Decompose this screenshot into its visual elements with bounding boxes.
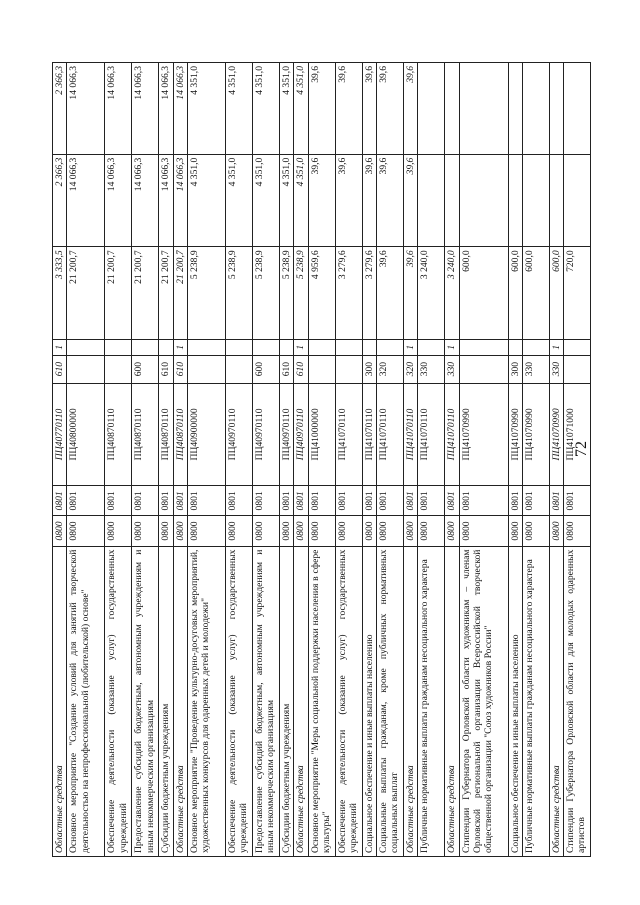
cell-expense-type	[459, 355, 508, 383]
cell-subsection: 0801	[362, 486, 376, 516]
cell-amount-year-2: 39,6	[376, 154, 403, 247]
cell-target-article: ПЦ41070110	[445, 383, 459, 486]
cell-amount-year-1: 4 959,6	[308, 247, 335, 340]
cell-amount-year-1: 21 200,7	[173, 247, 187, 340]
cell-name: Публичные нормативные выплаты гражданам несоциального характера	[522, 546, 549, 856]
cell-target-article: ПЦ40870110	[132, 383, 159, 486]
cell-target-article: ПЦ40870110	[105, 383, 132, 486]
cell-section: 0800	[508, 516, 522, 546]
cell-amount-year-1: 3 240,0	[418, 247, 445, 340]
cell-subsection: 0801	[173, 486, 187, 516]
cell-funding-source	[225, 340, 252, 356]
rotated-table-container	[52, 62, 588, 857]
cell-funding-source: 1	[403, 340, 417, 356]
cell-subsection: 0801	[522, 486, 549, 516]
cell-amount-year-3: 14 066,3	[173, 63, 187, 155]
cell-target-article: ПЦ41070110	[403, 383, 417, 486]
cell-target-article: ПЦ40800000	[67, 383, 105, 486]
cell-name: Социальное обеспечение и иные выплаты населению	[362, 546, 376, 856]
cell-subsection: 0801	[418, 486, 445, 516]
cell-expense-type: 610	[294, 355, 308, 383]
cell-amount-year-1: 39,6	[403, 247, 417, 340]
cell-expense-type: 330	[418, 355, 445, 383]
cell-section: 0800	[279, 516, 293, 546]
cell-funding-source	[508, 340, 522, 356]
cell-expense-type	[564, 355, 591, 383]
cell-name: Основное мероприятие "Создание условий для занятий творческой деятельностью на непрофессиональной (любительской) основе"	[67, 546, 105, 856]
cell-expense-type	[225, 355, 252, 383]
cell-section: 0800	[459, 516, 508, 546]
table-body	[53, 63, 591, 857]
cell-name: Областные средства	[549, 546, 563, 856]
cell-section: 0800	[445, 516, 459, 546]
cell-amount-year-3: 39,6	[403, 63, 417, 155]
table-row	[187, 63, 225, 857]
cell-amount-year-3: 39,6	[376, 63, 403, 155]
cell-target-article: ПЦ40970110	[225, 383, 252, 486]
table-row	[225, 63, 252, 857]
cell-name: Стипендии Губернатора Орловской области художникам – членам Орловской региональной организации Всероссийской творческой общественной организации "Союз художников России"	[459, 546, 508, 856]
cell-funding-source	[279, 340, 293, 356]
cell-amount-year-2	[445, 154, 459, 247]
cell-amount-year-1: 720,0	[564, 247, 591, 340]
cell-target-article: ПЦ41070990	[549, 383, 563, 486]
cell-funding-source	[362, 340, 376, 356]
cell-funding-source	[564, 340, 591, 356]
cell-funding-source	[522, 340, 549, 356]
cell-section: 0800	[403, 516, 417, 546]
cell-subsection: 0801	[564, 486, 591, 516]
cell-amount-year-1: 5 238,9	[294, 247, 308, 340]
cell-subsection: 0801	[225, 486, 252, 516]
cell-amount-year-1: 21 200,7	[105, 247, 132, 340]
cell-amount-year-1: 5 238,9	[252, 247, 279, 340]
table-row	[522, 63, 549, 857]
cell-section: 0800	[252, 516, 279, 546]
cell-name: Областные средства	[403, 546, 417, 856]
cell-funding-source: 1	[549, 340, 563, 356]
cell-name: Социальное обеспечение и иные выплаты населению	[508, 546, 522, 856]
table-row	[445, 63, 459, 857]
cell-name: Социальные выплаты гражданам, кроме публичных нормативных социальных выплат	[376, 546, 403, 856]
cell-funding-source: 1	[173, 340, 187, 356]
cell-amount-year-1: 3 279,6	[335, 247, 362, 340]
cell-section: 0800	[53, 516, 67, 546]
cell-amount-year-3: 14 066,3	[132, 63, 159, 155]
cell-amount-year-1: 600,0	[508, 247, 522, 340]
table-row	[132, 63, 159, 857]
cell-name: Областные средства	[53, 546, 67, 856]
cell-amount-year-2	[522, 154, 549, 247]
table-row	[105, 63, 132, 857]
cell-subsection: 0801	[105, 486, 132, 516]
cell-amount-year-1: 3 240,0	[445, 247, 459, 340]
cell-subsection: 0801	[445, 486, 459, 516]
cell-amount-year-3: 14 066,3	[105, 63, 132, 155]
cell-expense-type: 610	[159, 355, 173, 383]
cell-amount-year-3: 14 066,3	[67, 63, 105, 155]
cell-subsection: 0801	[187, 486, 225, 516]
cell-subsection: 0801	[335, 486, 362, 516]
cell-target-article: ПЦ41071000	[564, 383, 591, 486]
cell-subsection: 0801	[549, 486, 563, 516]
cell-subsection: 0801	[279, 486, 293, 516]
cell-section: 0800	[187, 516, 225, 546]
table-row	[549, 63, 563, 857]
cell-amount-year-2: 39,6	[308, 154, 335, 247]
cell-section: 0800	[362, 516, 376, 546]
cell-funding-source	[252, 340, 279, 356]
cell-amount-year-1: 600,0	[549, 247, 563, 340]
cell-name: Предоставление субсидий бюджетным, автономным учреждениям и иным некоммерческим организациям	[132, 546, 159, 856]
cell-subsection: 0801	[67, 486, 105, 516]
cell-amount-year-1: 3 279,6	[362, 247, 376, 340]
cell-section: 0800	[335, 516, 362, 546]
cell-section: 0800	[294, 516, 308, 546]
cell-amount-year-3	[522, 63, 549, 155]
cell-subsection: 0801	[159, 486, 173, 516]
cell-amount-year-1: 5 238,9	[279, 247, 293, 340]
cell-amount-year-2: 14 066,3	[132, 154, 159, 247]
cell-amount-year-3: 39,6	[308, 63, 335, 155]
cell-section: 0800	[522, 516, 549, 546]
cell-amount-year-3	[508, 63, 522, 155]
cell-section: 0800	[105, 516, 132, 546]
cell-subsection: 0801	[508, 486, 522, 516]
cell-expense-type: 600	[252, 355, 279, 383]
cell-name: Субсидии бюджетным учреждениям	[279, 546, 293, 856]
cell-amount-year-3: 2 366,3	[53, 63, 67, 155]
cell-section: 0800	[67, 516, 105, 546]
cell-expense-type: 610	[53, 355, 67, 383]
cell-amount-year-3: 39,6	[362, 63, 376, 155]
cell-amount-year-1: 39,6	[376, 247, 403, 340]
cell-amount-year-2	[418, 154, 445, 247]
cell-amount-year-1: 21 200,7	[159, 247, 173, 340]
cell-amount-year-1: 21 200,7	[67, 247, 105, 340]
table-row	[252, 63, 279, 857]
cell-funding-source	[105, 340, 132, 356]
cell-funding-source: 1	[294, 340, 308, 356]
cell-funding-source	[67, 340, 105, 356]
table-row	[508, 63, 522, 857]
cell-name: Обеспечение деятельности (оказание услуг) государственных учреждений	[335, 546, 362, 856]
table-row	[294, 63, 308, 857]
cell-subsection: 0801	[376, 486, 403, 516]
cell-section: 0800	[564, 516, 591, 546]
cell-target-article: ПЦ41070990	[508, 383, 522, 486]
budget-table	[52, 62, 591, 857]
table-row	[67, 63, 105, 857]
cell-amount-year-2: 14 066,3	[159, 154, 173, 247]
cell-amount-year-1: 21 200,7	[132, 247, 159, 340]
cell-target-article: ПЦ40870110	[159, 383, 173, 486]
cell-expense-type	[335, 355, 362, 383]
cell-amount-year-2: 14 066,3	[173, 154, 187, 247]
cell-amount-year-2: 4 351,0	[225, 154, 252, 247]
cell-name: Областные средства	[294, 546, 308, 856]
cell-amount-year-2	[549, 154, 563, 247]
cell-target-article: ПЦ40870110	[173, 383, 187, 486]
cell-name: Областные средства	[173, 546, 187, 856]
table-row	[403, 63, 417, 857]
cell-expense-type	[105, 355, 132, 383]
cell-funding-source	[132, 340, 159, 356]
cell-subsection: 0801	[459, 486, 508, 516]
cell-amount-year-2	[508, 154, 522, 247]
cell-amount-year-3: 4 351,0	[279, 63, 293, 155]
cell-section: 0800	[225, 516, 252, 546]
cell-amount-year-2	[564, 154, 591, 247]
cell-expense-type: 300	[508, 355, 522, 383]
cell-target-article: ПЦ40900000	[187, 383, 225, 486]
cell-amount-year-1: 3 333,5	[53, 247, 67, 340]
cell-name: Предоставление субсидий бюджетным, автономным учреждениям и иным некоммерческим организациям	[252, 546, 279, 856]
cell-funding-source	[376, 340, 403, 356]
cell-amount-year-3	[459, 63, 508, 155]
table-row	[53, 63, 67, 857]
cell-section: 0800	[132, 516, 159, 546]
table-row	[376, 63, 403, 857]
cell-amount-year-3	[564, 63, 591, 155]
cell-funding-source	[187, 340, 225, 356]
cell-expense-type: 600	[132, 355, 159, 383]
cell-subsection: 0801	[308, 486, 335, 516]
cell-name: Обеспечение деятельности (оказание услуг) государственных учреждений	[225, 546, 252, 856]
table-row	[564, 63, 591, 857]
cell-amount-year-2: 14 066,3	[67, 154, 105, 247]
table-row	[335, 63, 362, 857]
cell-expense-type: 330	[549, 355, 563, 383]
cell-amount-year-3: 4 351,0	[252, 63, 279, 155]
cell-funding-source: 1	[445, 340, 459, 356]
cell-amount-year-1: 600,0	[459, 247, 508, 340]
cell-amount-year-2: 4 351,0	[294, 154, 308, 247]
cell-expense-type: 320	[376, 355, 403, 383]
cell-name: Областные средства	[445, 546, 459, 856]
cell-target-article: ПЦ40970110	[252, 383, 279, 486]
cell-amount-year-3	[418, 63, 445, 155]
cell-section: 0800	[173, 516, 187, 546]
table-row	[459, 63, 508, 857]
table-row	[308, 63, 335, 857]
cell-subsection: 0801	[294, 486, 308, 516]
cell-target-article: ПЦ41070990	[522, 383, 549, 486]
cell-amount-year-2: 4 351,0	[187, 154, 225, 247]
cell-name: Публичные нормативные выплаты гражданам несоциального характера	[418, 546, 445, 856]
cell-subsection: 0801	[132, 486, 159, 516]
cell-amount-year-3: 4 351,0	[225, 63, 252, 155]
cell-section: 0800	[308, 516, 335, 546]
cell-expense-type	[67, 355, 105, 383]
cell-name: Обеспечение деятельности (оказание услуг) государственных учреждений	[105, 546, 132, 856]
cell-expense-type	[187, 355, 225, 383]
cell-amount-year-2: 14 066,3	[105, 154, 132, 247]
cell-funding-source	[418, 340, 445, 356]
cell-expense-type: 300	[362, 355, 376, 383]
cell-subsection: 0801	[53, 486, 67, 516]
cell-subsection: 0801	[252, 486, 279, 516]
cell-amount-year-1: 600,0	[522, 247, 549, 340]
cell-target-article: ПЦ40970110	[279, 383, 293, 486]
cell-expense-type: 610	[279, 355, 293, 383]
cell-target-article: ПЦ41070990	[459, 383, 508, 486]
cell-target-article: ПЦ41070110	[335, 383, 362, 486]
cell-amount-year-1: 5 238,9	[187, 247, 225, 340]
cell-funding-source: 1	[53, 340, 67, 356]
cell-amount-year-2	[459, 154, 508, 247]
cell-amount-year-3	[445, 63, 459, 155]
cell-section: 0800	[376, 516, 403, 546]
cell-target-article: ПЦ41070110	[376, 383, 403, 486]
cell-amount-year-2: 2 366,3	[53, 154, 67, 247]
cell-funding-source	[459, 340, 508, 356]
cell-expense-type: 330	[445, 355, 459, 383]
cell-target-article: ПЦ41000000	[308, 383, 335, 486]
cell-amount-year-2: 39,6	[335, 154, 362, 247]
cell-funding-source	[308, 340, 335, 356]
cell-expense-type	[308, 355, 335, 383]
cell-name: Основное мероприятие "Проведение культурно-досуговых мероприятий, художественных конкурсов для одаренных детей и молодежи"	[187, 546, 225, 856]
table-row	[159, 63, 173, 857]
cell-amount-year-3: 4 351,0	[187, 63, 225, 155]
cell-amount-year-3	[549, 63, 563, 155]
table-row	[418, 63, 445, 857]
cell-name: Стипендии Губернатора Орловской области для молодых одаренных артистов	[564, 546, 591, 856]
cell-expense-type: 330	[522, 355, 549, 383]
cell-subsection: 0801	[403, 486, 417, 516]
cell-amount-year-2: 4 351,0	[279, 154, 293, 247]
cell-target-article: ПЦ40770110	[53, 383, 67, 486]
table-row	[362, 63, 376, 857]
cell-target-article: ПЦ40970110	[294, 383, 308, 486]
cell-target-article: ПЦ41070110	[418, 383, 445, 486]
cell-amount-year-3: 4 351,0	[294, 63, 308, 155]
cell-amount-year-2: 39,6	[403, 154, 417, 247]
cell-expense-type: 320	[403, 355, 417, 383]
table-row	[279, 63, 293, 857]
cell-section: 0800	[159, 516, 173, 546]
cell-funding-source	[159, 340, 173, 356]
cell-amount-year-3: 39,6	[335, 63, 362, 155]
table-row	[173, 63, 187, 857]
page-number: 72	[573, 441, 590, 457]
cell-name: Основное мероприятие "Меры социальной поддержки населения в сфере культуры"	[308, 546, 335, 856]
cell-name: Субсидии бюджетным учреждениям	[159, 546, 173, 856]
cell-amount-year-1: 5 238,9	[225, 247, 252, 340]
cell-expense-type: 610	[173, 355, 187, 383]
cell-section: 0800	[418, 516, 445, 546]
cell-section: 0800	[549, 516, 563, 546]
cell-amount-year-2: 4 351,0	[252, 154, 279, 247]
cell-amount-year-3: 14 066,3	[159, 63, 173, 155]
cell-funding-source	[335, 340, 362, 356]
cell-target-article: ПЦ41070110	[362, 383, 376, 486]
cell-amount-year-2: 39,6	[362, 154, 376, 247]
